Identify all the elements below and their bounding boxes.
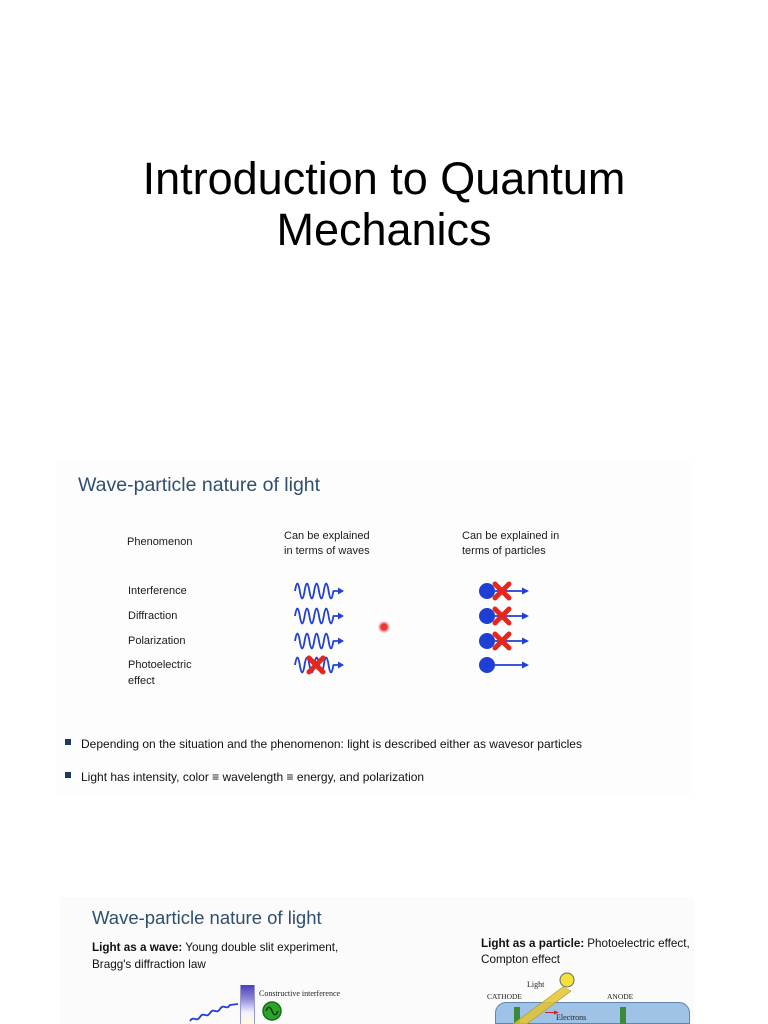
phenomenon-cell (128, 583, 187, 599)
light-label: Light (527, 980, 545, 989)
slide-heading: Wave-particle nature of light (78, 474, 321, 496)
column-header-line: Can be explained in (462, 530, 560, 542)
laser-pointer-dot (378, 621, 390, 633)
bullet-text: Light has intensity, color ≡ wavelength ≡ energy, and polarization (81, 770, 425, 784)
caption-line: Bragg's diffraction law (92, 958, 206, 971)
phenomenon-cell (128, 657, 192, 689)
column-header-line: terms of particles (462, 545, 546, 557)
caption-line (481, 936, 690, 952)
anode-label: ANODE (607, 992, 634, 1001)
phenomenon-label: Photoelectric (128, 659, 192, 671)
document-title-line: Mechanics (276, 204, 492, 255)
slide-wave-particle-experiments (60, 897, 694, 1024)
wave-icon (293, 654, 347, 676)
column-header-phenomenon: Phenomenon (127, 536, 193, 548)
particle-icon (478, 605, 532, 627)
slide-wave-particle-table (56, 462, 692, 794)
caption-label: Light as a wave: (92, 941, 183, 954)
phenomenon-cell (128, 633, 185, 649)
phenomenon-label: effect (128, 675, 155, 687)
particle-icon (478, 630, 532, 652)
bullet-marker (65, 772, 71, 778)
wave-icon (293, 605, 347, 627)
cathode-label: CATHODE (487, 992, 522, 1001)
caption-label: Light as a particle: (481, 937, 585, 950)
electrons-label: Electrons (556, 1013, 587, 1022)
phenomenon-cell (128, 608, 177, 624)
phenomenon-label: Interference (128, 585, 187, 597)
phenomenon-label: Diffraction (128, 610, 178, 622)
document-title-line: Introduction to Quantum (142, 153, 626, 204)
wave-icon (293, 580, 347, 602)
interference-pattern-bar (240, 985, 255, 1024)
particle-icon (478, 580, 532, 602)
caption-text: Young double slit experiment, (185, 941, 339, 954)
phenomenon-label: Polarization (128, 635, 186, 647)
column-header-waves (284, 529, 370, 559)
caption-line (92, 939, 338, 956)
particle-caption (481, 936, 690, 968)
ac-source-icon (262, 1001, 282, 1021)
bullet-marker (65, 739, 71, 745)
bullet-text: Depending on the situation and the phenomenon: light is described either as wavesor particles (81, 737, 582, 751)
constructive-interference-label: Constructive interference (259, 989, 341, 998)
wave-icon (293, 630, 347, 652)
anode-plate (620, 1007, 626, 1024)
column-header-line: Can be explained (284, 530, 370, 542)
document-title (0, 153, 768, 255)
column-header-particles (462, 529, 559, 559)
light-source-icon (559, 972, 575, 988)
caption-line: Compton effect (481, 953, 561, 966)
column-header-line: in terms of waves (284, 545, 370, 557)
particle-icon (478, 654, 532, 676)
caption-text: Photoelectric effect, (587, 937, 690, 950)
incoming-wave-icon (188, 999, 240, 1023)
slide-heading: Wave-particle nature of light (92, 907, 322, 928)
wave-caption (92, 939, 338, 973)
